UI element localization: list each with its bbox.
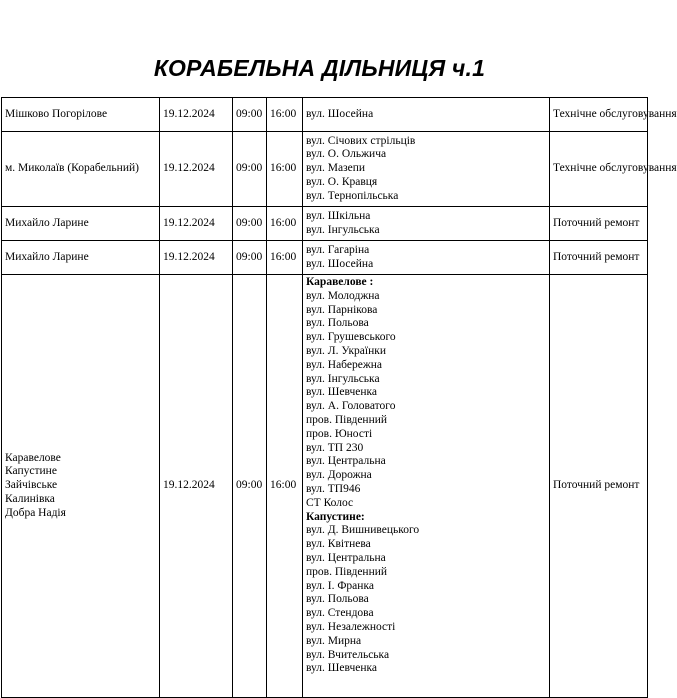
end-time-cell: 16:00	[267, 275, 303, 698]
table-row	[2, 98, 648, 132]
settlement-name: Зайчівське	[5, 479, 58, 492]
street-name: вул. Мирна	[306, 634, 362, 647]
streets-cell	[303, 275, 550, 698]
settlement-name: Капустине	[5, 465, 57, 478]
page-title: КОРАБЕЛЬНА ДІЛЬНИЦЯ ч.1	[153, 55, 486, 81]
street-name: вул. Інгульська	[306, 223, 380, 236]
end-time-cell: 16:00	[267, 132, 303, 207]
street-name: вул. О. Ольжича	[306, 148, 387, 161]
street-name: вул. Набережна	[306, 358, 383, 371]
street-name: пров. Південний	[306, 413, 388, 426]
table-row	[2, 275, 648, 698]
settlement-name: Добра Надія	[5, 506, 66, 519]
street-name: вул. Центральна	[306, 551, 386, 564]
street-name: вул. Тернопільська	[306, 189, 399, 202]
streets-cell	[303, 241, 550, 275]
table-row	[2, 207, 648, 241]
settlement-name: Каравелове	[5, 451, 61, 464]
street-name: вул. Молоджна	[306, 289, 380, 302]
village-heading: Каравелове :	[306, 276, 374, 288]
street-name: вул. Шкільна	[306, 209, 371, 222]
settlements-cell	[2, 275, 160, 698]
settlement-name: Михайло Ларине	[5, 216, 89, 229]
work-type-cell: Технічне обслуговування	[550, 132, 648, 207]
date-cell: 19.12.2024	[160, 132, 233, 207]
date-cell: 19.12.2024	[160, 98, 233, 132]
end-time-cell: 16:00	[267, 98, 303, 132]
street-name: вул. Дорожна	[306, 469, 372, 482]
date-cell: 19.12.2024	[160, 241, 233, 275]
street-name: вул. Д. Вишнивецького	[306, 524, 420, 537]
street-name: вул. О. Кравця	[306, 175, 378, 188]
work-type-cell: Поточний ремонт	[550, 275, 648, 698]
settlement-name: Мішково Погорілове	[5, 107, 108, 120]
street-name: вул. ТП 230	[306, 441, 364, 454]
street-name: вул. ТП946	[306, 482, 361, 495]
street-name: вул. Інгульська	[306, 372, 380, 385]
street-name: вул. Гагаріна	[306, 243, 370, 256]
settlements-cell	[2, 98, 160, 132]
street-name: вул. А. Головатого	[306, 400, 396, 413]
street-name: вул. І. Франка	[306, 579, 374, 592]
street-name: пров. Південний	[306, 565, 388, 578]
street-name: вул. Шевченка	[306, 662, 378, 675]
settlement-name: м. Миколаїв (Корабельний)	[5, 162, 139, 175]
start-time-cell: 09:00	[233, 241, 267, 275]
street-name: вул. Січових стрільців	[306, 134, 416, 147]
start-time-cell: 09:00	[233, 275, 267, 698]
street-name: вул. Шосейна	[306, 257, 374, 270]
start-time-cell: 09:00	[233, 98, 267, 132]
table-row	[2, 132, 648, 207]
outage-schedule-table	[1, 97, 677, 698]
street-name: пров. Юності	[306, 427, 373, 440]
street-name: вул. Вчительська	[306, 648, 390, 661]
street-name: вул. Шосейна	[306, 107, 374, 120]
streets-cell	[303, 98, 550, 132]
settlements-cell	[2, 132, 160, 207]
work-type-cell: Поточний ремонт	[550, 207, 648, 241]
work-type-cell: Технічне обслуговування	[550, 98, 648, 132]
settlement-name: Михайло Ларине	[5, 250, 89, 263]
street-name: вул. Шевченка	[306, 386, 378, 399]
street-name: вул. Незалежності	[306, 620, 396, 633]
street-name: вул. Центральна	[306, 455, 386, 468]
street-name: вул. Парнікова	[306, 303, 378, 316]
street-name: вул. Мазепи	[306, 162, 366, 175]
streets-cell	[303, 132, 550, 207]
street-name: вул. Л. Українки	[306, 344, 386, 357]
settlements-cell	[2, 241, 160, 275]
end-time-cell: 16:00	[267, 207, 303, 241]
start-time-cell: 09:00	[233, 207, 267, 241]
settlements-cell	[2, 207, 160, 241]
start-time-cell: 09:00	[233, 132, 267, 207]
street-name: вул. Польова	[306, 593, 369, 606]
street-name: вул. Квітнева	[306, 538, 371, 551]
date-cell: 19.12.2024	[160, 207, 233, 241]
street-name: вул. Стендова	[306, 607, 374, 620]
street-name: СТ Колос	[306, 496, 354, 509]
settlement-name: Калинівка	[5, 492, 55, 505]
date-cell: 19.12.2024	[160, 275, 233, 698]
end-time-cell: 16:00	[267, 241, 303, 275]
work-type-cell: Поточний ремонт	[550, 241, 648, 275]
street-name: вул. Грушевського	[306, 331, 396, 344]
table-row	[2, 241, 648, 275]
streets-cell	[303, 207, 550, 241]
street-name: вул. Польова	[306, 317, 369, 330]
village-heading: Капустине:	[306, 510, 365, 523]
